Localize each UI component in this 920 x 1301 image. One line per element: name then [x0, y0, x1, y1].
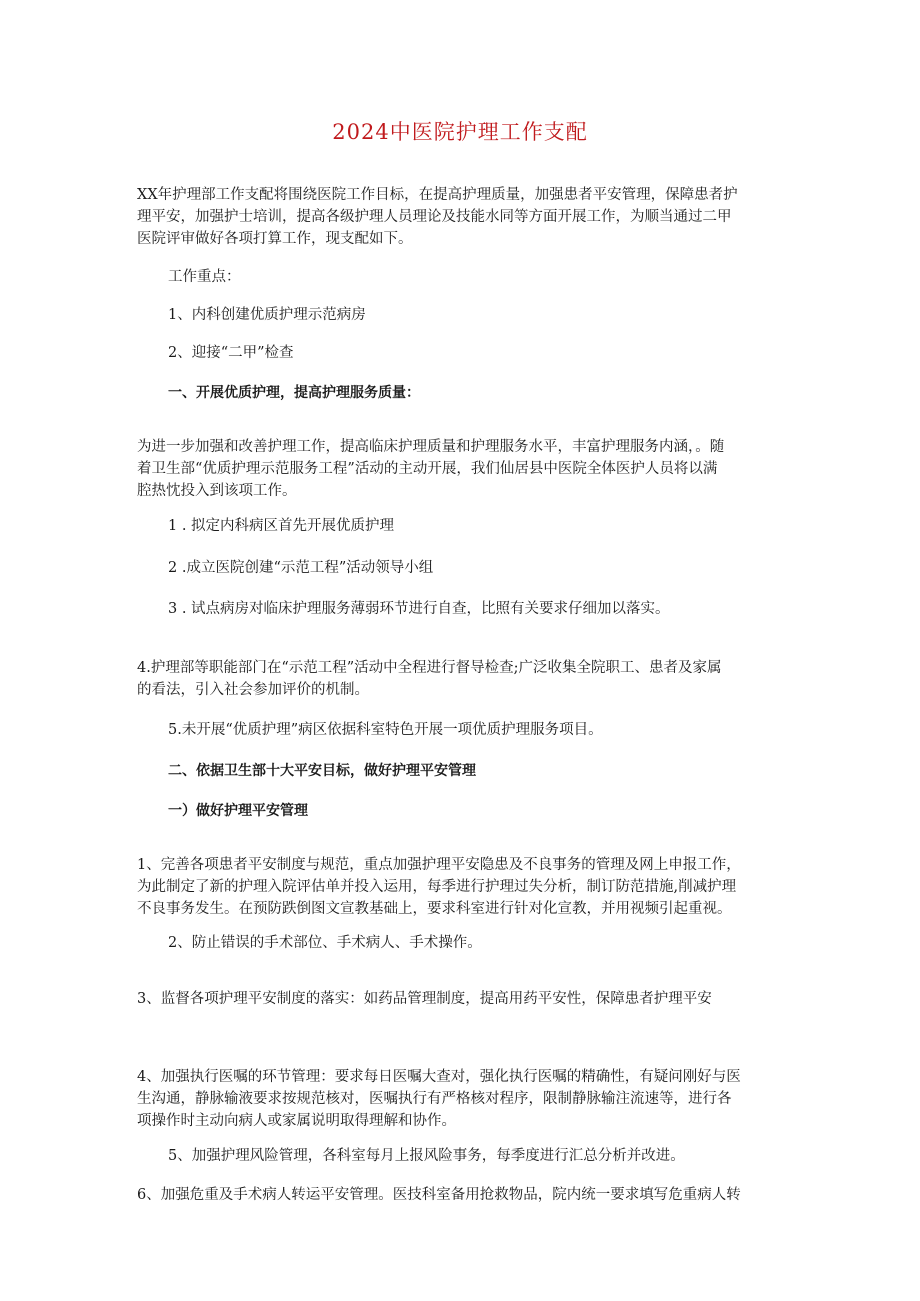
- section-1-body-line-1: 为进一步加强和改善护理工作，提高临床护理质量和护理服务水平，丰富护理服务内涵，。随: [137, 439, 725, 455]
- s1-item-3: 3 . 试点病房对临床护理服务薄弱环节进行自查，比照有关要求仔细加以落实。: [168, 601, 670, 617]
- section-2-heading: 二、依据卫生部十大平安目标，做好护理平安管理: [168, 763, 476, 779]
- s1-item-4-line-2: 的看法，引入社会参加评价的机制。: [137, 682, 369, 698]
- section-1-body-line-2: 着卫生部“优质护理示范服务工程”活动的主动开展，我们仙居县中医院全体医护人员将以满: [137, 461, 718, 477]
- focus-item-2: 2、迎接“二甲”检查: [168, 345, 294, 361]
- s2-item-2: 2、防止错误的手术部位、手术病人、手术操作。: [168, 935, 482, 951]
- s1-item-1: 1 . 拟定内科病区首先开展优质护理: [168, 518, 395, 534]
- intro-line-1: XX年护理部工作支配将围绕医院工作目标，在提高护理质量，加强患者平安管理，保障患者护: [137, 187, 738, 203]
- s2-item-1-line-3: 不良事务发生。在预防跌倒图文宣教基础上，要求科室进行针对化宣教，并用视频引起重视。: [137, 901, 732, 917]
- section-2-subheading: 一）做好护理平安管理: [168, 803, 308, 819]
- s2-item-1-line-1: 1、完善各项患者平安制度与规范，重点加强护理平安隐患及不良事务的管理及网上申报工作，: [137, 857, 741, 873]
- work-focus-heading: 工作重点：: [168, 269, 241, 285]
- s2-item-4-line-1: 4、加强执行医嘱的环节管理：要求每日医嘱大查对，强化执行医嘱的精确性，有疑问刚好与医: [137, 1069, 741, 1085]
- s2-item-4-line-2: 生沟通，静脉输液要求按规范核对，医嘱执行有严格核对程序，限制静脉输注流速等，进行各: [137, 1091, 732, 1107]
- s2-item-5: 5、加强护理风险管理，各科室每月上报风险事务，每季度进行汇总分析并改进。: [168, 1148, 685, 1164]
- s2-item-4-line-3: 项操作时主动向病人或家属说明取得理解和协作。: [137, 1113, 456, 1129]
- page-title: 2024中医院护理工作支配: [332, 120, 588, 144]
- focus-item-1: 1、内科创建优质护理示范病房: [168, 307, 366, 323]
- s1-item-2: 2 .成立医院创建“示范工程”活动领导小组: [168, 560, 434, 576]
- section-1-body-line-3: 腔热忱投入到该项工作。: [137, 483, 297, 499]
- intro-line-3: 医院评审做好各项打算工作，现支配如下。: [137, 231, 413, 247]
- s2-item-3: 3、监督各项护理平安制度的落实：如药品管理制度，提高用药平安性，保障患者护理平安: [137, 991, 712, 1007]
- s2-item-6: 6、加强危重及手术病人转运平安管理。医技科室备用抢救物品，院内统一要求填写危重病人转: [137, 1187, 741, 1203]
- s2-item-1-line-2: 为此制定了新的护理入院评估单并投入运用，每季进行护理过失分析，制订防范措施,削减护理: [137, 879, 737, 895]
- section-1-heading: 一、开展优质护理，提高护理服务质量：: [168, 385, 420, 401]
- s1-item-4-line-1: 4.护理部等职能部门在“示范工程”活动中全程进行督导检查;广泛收集全院职工、患者及家属: [137, 660, 722, 676]
- s1-item-5: 5.未开展“优质护理”病区依据科室特色开展一项优质护理服务项目。: [168, 722, 603, 738]
- intro-line-2: 理平安，加强护士培训，提高各级护理人员理论及技能水同等方面开展工作，为顺当通过二甲: [137, 209, 732, 225]
